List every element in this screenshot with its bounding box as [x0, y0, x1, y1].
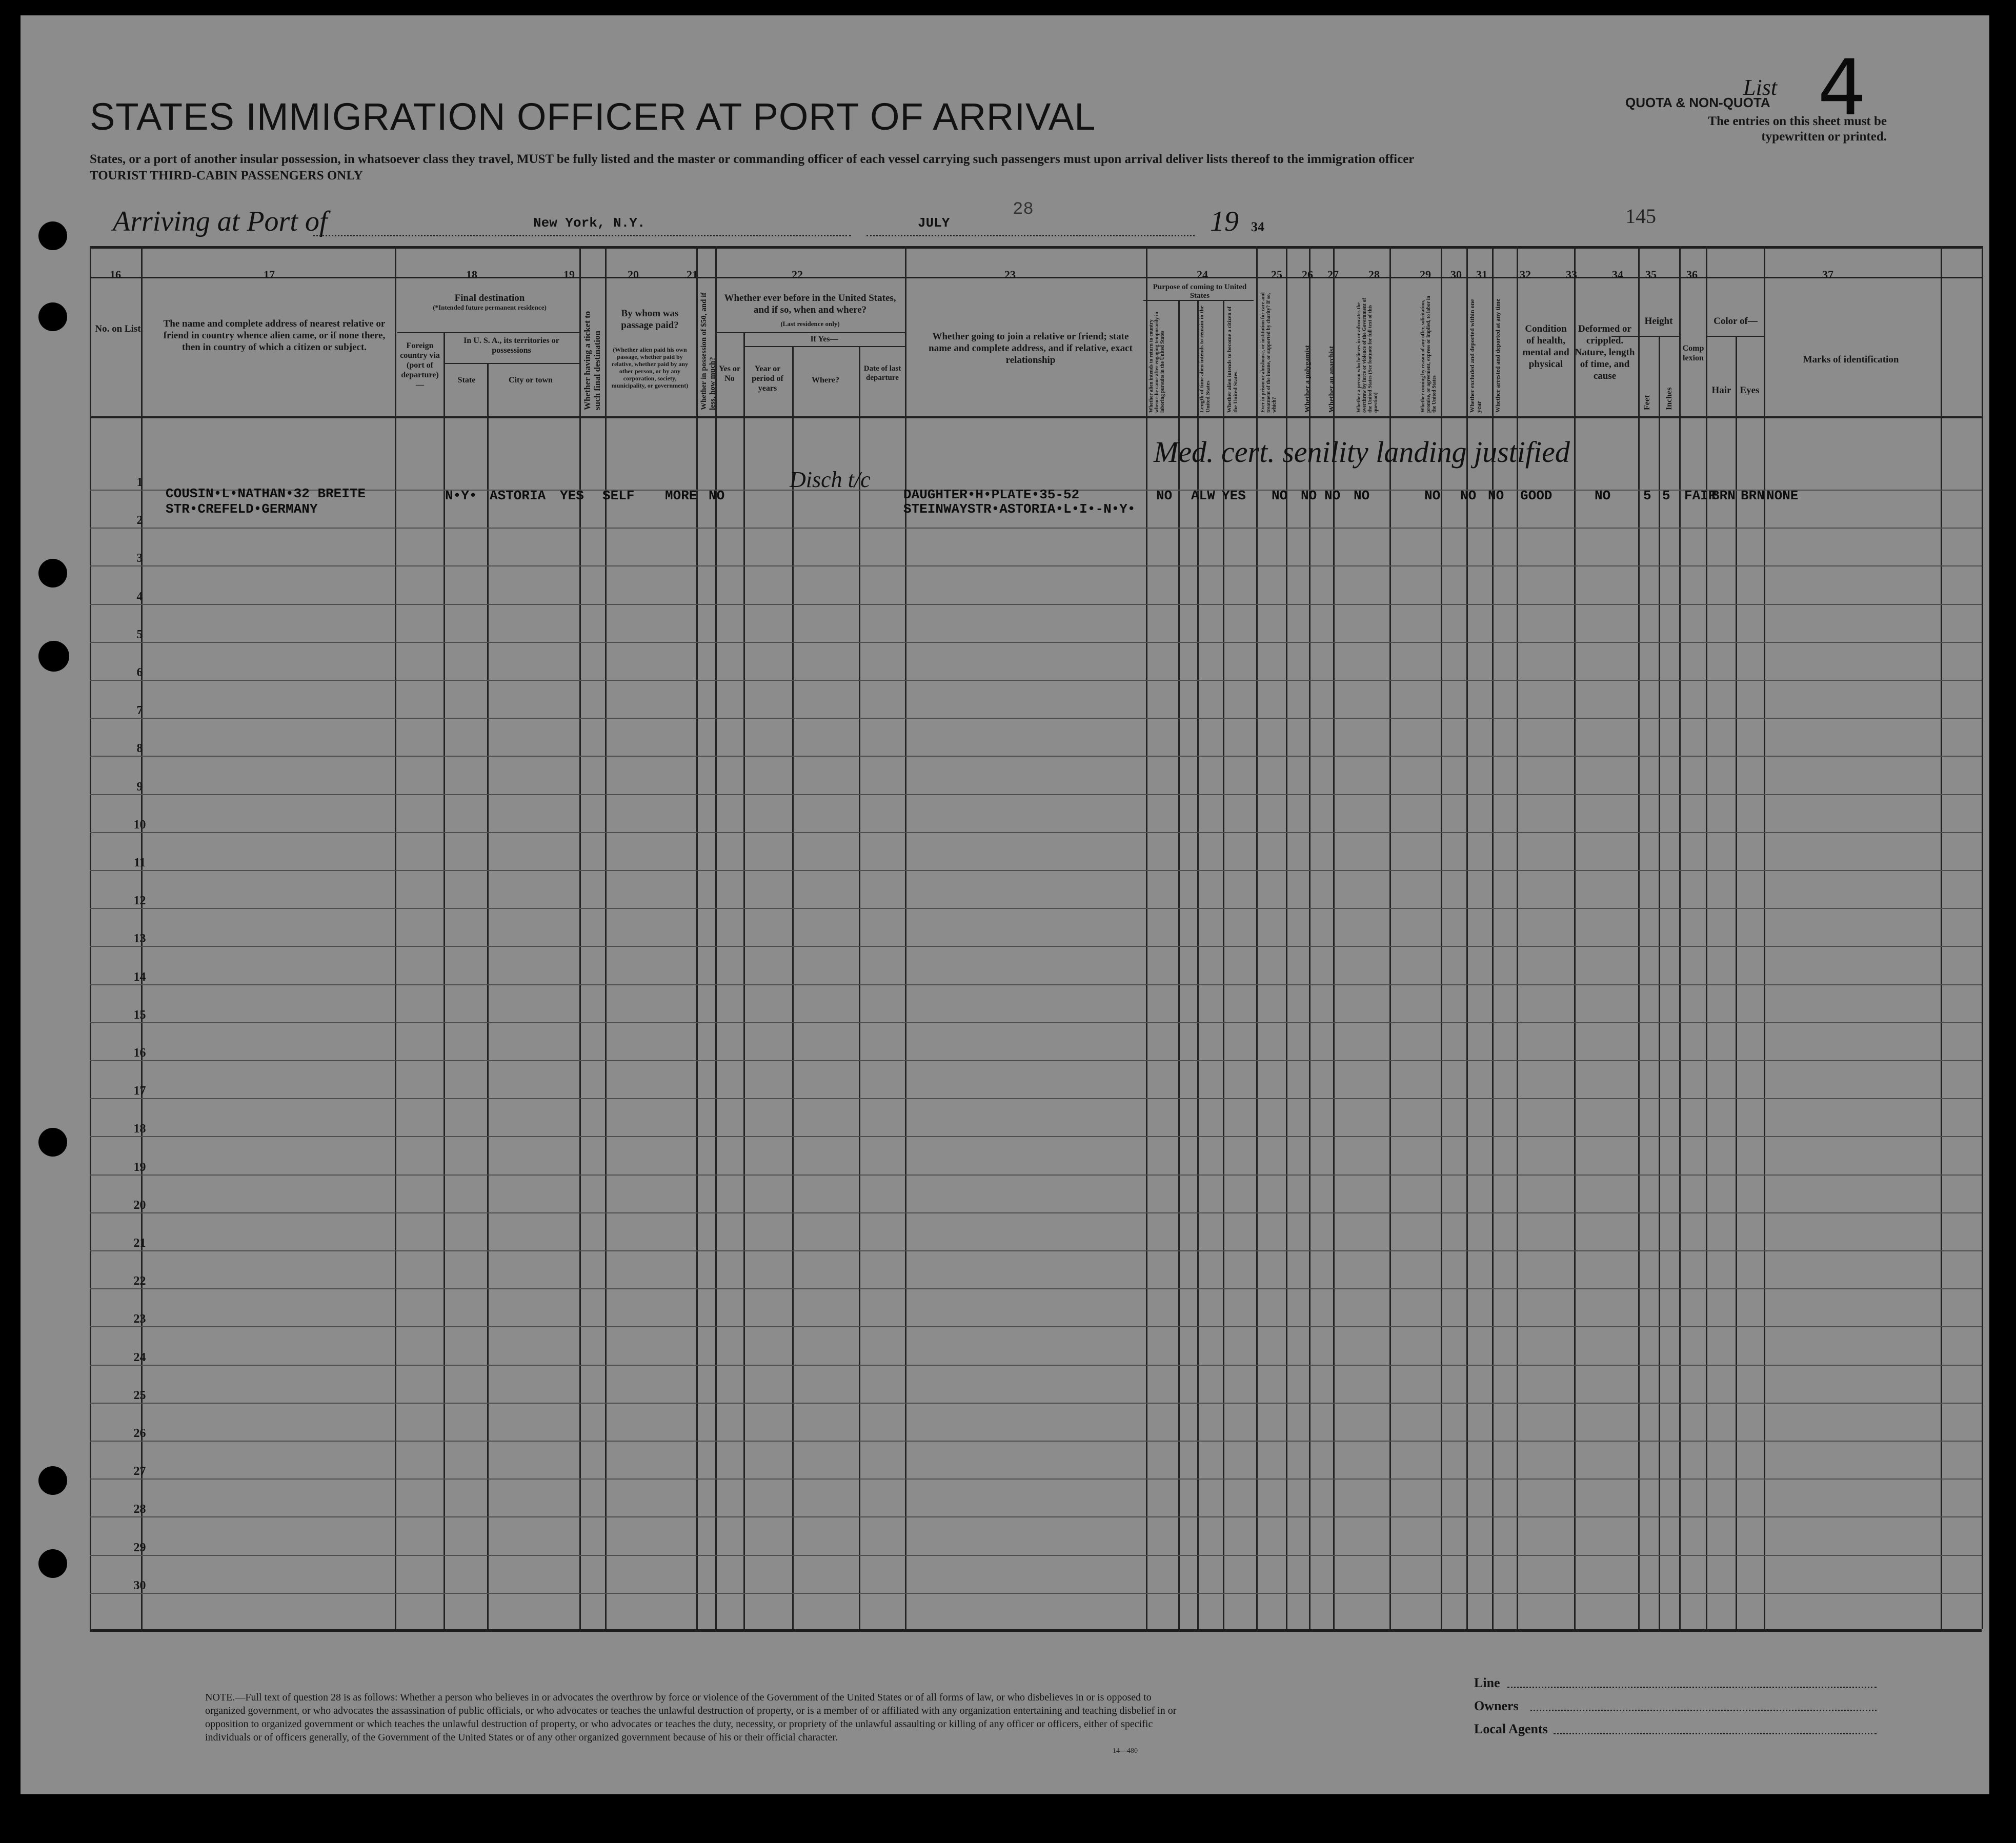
column-number: 33 [1566, 268, 1577, 281]
table-row [90, 1441, 1982, 1442]
row-number: 25 [133, 1388, 146, 1402]
date-line [866, 235, 1195, 236]
agents-field [1554, 1733, 1877, 1734]
hdr-c34: Height [1644, 316, 1673, 327]
handwritten-22: Disch t/c [790, 467, 871, 492]
row-number: 12 [133, 894, 146, 908]
header-bottom-border [90, 416, 1982, 418]
passage-paid-value: SELF [602, 488, 635, 503]
table-row [90, 1022, 1982, 1023]
row-number: 22 [133, 1274, 146, 1288]
year-suffix: 34 [1251, 219, 1264, 234]
hdr-c29: Whether coming by reason of any offer, solicitation, promise, or agreement, express or implied, to labor in the United States [1420, 295, 1437, 413]
year-prefix: 19 [1210, 206, 1239, 237]
table-row [90, 1098, 1982, 1099]
colnum-border [90, 277, 1982, 278]
hdr-c22-date: Date of last departure [863, 364, 901, 382]
table-row [90, 870, 1982, 871]
owners-field [1530, 1710, 1877, 1711]
hdr-c24-b: Length of time alien intends to remain in the United States [1199, 306, 1211, 413]
ticket-value: YES [560, 488, 584, 503]
instructions: States, or a port of another insular possession, in whatsoever class they travel, MUST be fully listed and the master or commanding officer of each vessel carrying such passengers must upon arrival deliver lists thereof to the immigration officer TOURIST THIRD-CABIN PASSENGERS ONLY [90, 152, 1415, 183]
row-number: 8 [136, 742, 143, 756]
binder-hole [38, 1466, 67, 1495]
row-number: 20 [133, 1198, 146, 1212]
row-number: 17 [133, 1084, 146, 1098]
column-divider [90, 246, 91, 1629]
row-number: 28 [133, 1503, 146, 1516]
row-number: 4 [136, 590, 143, 603]
footnote: NOTE.—Full text of question 28 is as follows: Whether a person who believes in or advocates the overthrow by force or violence of the Government of the United States or of all forms of law, or who disbelieves in or is opposed to organized government, or who advocates the assassination of public officials, or who advocates or teaches the unlawful destruction of property, or is a member of or affiliated with any organization entertaining and teaching disbelief in or opposition to organized government or which teaches the unlawful destruction of property, or who advocates or teaches the duty, necessity, or propriety of the unlawful assaulting or killing of any officer or officers, either of specific individuals or of officers generally, of the Government of the United States or of any other organized government because of his or their official character. [205, 1692, 1177, 1743]
table-row [90, 1250, 1982, 1251]
column-number: 16 [110, 268, 121, 281]
excluded-value: NO [1460, 488, 1477, 503]
row-number: 29 [133, 1541, 146, 1554]
hdr-c22: Whether ever before in the United States, and if so, when and where? [724, 293, 896, 315]
row-number: 26 [133, 1427, 146, 1440]
entries-note: The entries on this sheet must be typewritten or printed. [1708, 114, 1887, 144]
c36-sub-line [1706, 336, 1764, 337]
column-divider [1764, 246, 1765, 1629]
table-bottom-border [90, 1629, 1982, 1632]
overthrow-value: NO [1354, 488, 1370, 503]
arrested-value: NO [1488, 488, 1504, 503]
port-line [313, 235, 851, 236]
hdr-no-on-list: No. on List [95, 323, 141, 334]
table-row [90, 1174, 1982, 1176]
line-label: Line [1474, 1675, 1500, 1690]
page-number: 145 [1625, 205, 1656, 228]
row-number: 23 [133, 1312, 146, 1326]
row-number: 2 [136, 514, 143, 528]
column-number: 31 [1476, 268, 1487, 281]
hdr-c24: Purpose of coming to United States [1153, 283, 1247, 300]
hdr-c18: Final destination [454, 293, 525, 303]
row-number: 10 [133, 818, 146, 832]
column-divider [743, 332, 745, 1629]
column-divider [487, 363, 489, 1629]
hdr-c17: The name and complete address of nearest relative or friend in country whence alien came, or if none there, then in country of which a citizen or subject. [163, 318, 386, 353]
dest-state: N•Y• [445, 488, 477, 503]
table-row [90, 1212, 1982, 1213]
column-number: 20 [628, 268, 639, 281]
purpose-return-value: NO [1156, 488, 1173, 503]
hdr-c18-note: (*Intended future permanent residence) [433, 303, 547, 311]
column-number: 23 [1004, 268, 1016, 281]
column-divider [792, 346, 794, 1629]
day-value: 28 [1013, 200, 1034, 219]
c18-sub-line [397, 332, 579, 333]
column-divider [1706, 246, 1707, 1629]
manifest-sheet [21, 15, 1989, 1794]
row-number: 21 [133, 1237, 146, 1250]
polygamist-value: NO [1301, 488, 1317, 503]
table-row [90, 1516, 1982, 1517]
row-number: 24 [133, 1350, 146, 1364]
joining-line2: STEINWAYSTR•ASTORIA•L•I•-N•Y• [903, 501, 1136, 517]
table-row [90, 1555, 1982, 1556]
column-divider [715, 246, 717, 1629]
column-divider [1178, 300, 1180, 1629]
table-row [90, 528, 1982, 529]
c18-usa-line [443, 363, 579, 364]
citizen-value: YES [1222, 488, 1246, 503]
row-number: 9 [136, 780, 143, 794]
hdr-c22-yesno: Yes or No [718, 364, 741, 383]
column-divider [395, 246, 396, 1629]
binder-hole [38, 221, 67, 250]
quota-label: QUOTA & NON-QUOTA [1625, 95, 1770, 110]
hdr-c27: Whether an anarchist [1328, 346, 1336, 413]
binder-hole [38, 1128, 67, 1157]
hdr-c24-c: Whether alien intends to become a citizen of the United States [1226, 306, 1239, 413]
column-divider [605, 246, 607, 1629]
owners-label: Owners [1474, 1698, 1519, 1713]
table-row [90, 642, 1982, 643]
row-number: 11 [134, 856, 146, 869]
row-number: 27 [133, 1465, 146, 1479]
column-divider [905, 246, 906, 1629]
table-row [90, 1288, 1982, 1289]
hdr-c22-note: (Last residence only) [780, 320, 840, 328]
table-row [90, 946, 1982, 947]
table-row [90, 604, 1982, 605]
binder-hole [38, 641, 69, 672]
hdr-c34-inches: Inches [1665, 387, 1674, 410]
length-stay-value: ALW [1191, 488, 1215, 503]
binder-hole [38, 1549, 67, 1578]
hdr-c28: Whether a person who believes in or advocates the overthrow by force or violence of the Government of the United States (See footnote for full text of this question) [1356, 298, 1379, 413]
column-divider [579, 246, 581, 1629]
port-value: New York, N.Y. [533, 215, 646, 231]
column-number: 21 [687, 268, 698, 281]
column-number: 34 [1612, 268, 1623, 281]
table-row [90, 1403, 1982, 1404]
column-divider [1941, 246, 1942, 1629]
column-number: 18 [466, 268, 477, 281]
table-row [90, 1060, 1982, 1061]
list-label: List [1743, 75, 1778, 100]
column-divider [1982, 246, 1983, 1629]
hdr-c31: Whether arrested and deported at any time [1494, 298, 1501, 413]
hdr-c18-city: City or town [509, 376, 553, 384]
row-number: 3 [136, 552, 143, 565]
row-number: 30 [133, 1578, 146, 1592]
column-number: 37 [1822, 268, 1833, 281]
row-number: 18 [133, 1122, 146, 1136]
row-number: 15 [133, 1008, 146, 1022]
table-row [90, 718, 1982, 719]
column-number: 22 [792, 268, 803, 281]
row-number: 1 [136, 476, 143, 489]
hdr-c20: By whom was passage paid? [621, 308, 679, 331]
table-row [90, 680, 1982, 681]
hdr-c36-hair: Hair [1711, 385, 1731, 396]
column-number: 32 [1520, 268, 1531, 281]
complexion-value: FAIR [1684, 488, 1717, 503]
arriving-label: Arriving at Port of [113, 206, 328, 237]
column-divider [859, 346, 860, 1629]
table-row [90, 794, 1982, 795]
row-number: 19 [133, 1160, 146, 1174]
hdr-c22-year: Year or period of years [752, 364, 783, 393]
marks-value: NONE [1766, 488, 1799, 503]
offer-labor-value: NO [1424, 488, 1441, 503]
hair-value: BRN [1711, 488, 1736, 503]
hdr-c21: Whether in possession of $50, and if less, how much? [700, 292, 717, 410]
hdr-c37: Marks of identification [1803, 354, 1899, 365]
deformed-value: NO [1595, 488, 1611, 503]
column-number: 36 [1686, 268, 1698, 281]
hdr-c19: Whether having a ticket to such final destination [582, 311, 602, 410]
column-number: 35 [1645, 268, 1657, 281]
hdr-c34-feet: Feet [1643, 395, 1651, 410]
row-number: 7 [136, 704, 143, 718]
form-number: 14—480 [1113, 1747, 1138, 1755]
dest-city: ASTORIA [490, 488, 546, 503]
hdr-c22-where: Where? [812, 376, 839, 384]
hdr-c36-eyes: Eyes [1740, 385, 1760, 396]
hdr-c20-note: (Whether alien paid his own passage, whether paid by relative, whether paid by any other person, or by any corporation, society, municipality, or government) [611, 346, 689, 389]
page-title: STATES IMMIGRATION OFFICER AT PORT OF ARRIVAL [90, 95, 1096, 138]
table-row [90, 1365, 1982, 1366]
hdr-c24-a: Whether alien intends to return to country whence he came after engaging temporarily in laboring pursuits in the United States [1148, 312, 1165, 413]
line-field [1507, 1687, 1877, 1688]
column-number: 17 [264, 268, 275, 281]
hdr-c25: Ever in prison or almshouse, or institution for care and treatment of the insane, or supported by charity? If so, which? [1260, 292, 1277, 413]
row-number: 5 [136, 627, 143, 641]
hdr-c30: Whether excluded and deported within one year [1468, 299, 1482, 413]
handwritten-note: Med. cert. senility landing justified [1154, 435, 1570, 469]
hdr-c23: Whether going to join a relative or friend; state name and complete address, and if relative, exact relationship [929, 331, 1133, 366]
inches-value: 5 [1662, 488, 1670, 503]
relative-address-line2: STR•CREFELD•GERMANY [166, 501, 318, 517]
binder-hole [38, 559, 67, 588]
hdr-c32: Condition of health, mental and physical [1522, 323, 1569, 370]
table-row [90, 984, 1982, 985]
agents-label: Local Agents [1474, 1722, 1548, 1736]
feet-value: 5 [1643, 488, 1651, 503]
column-divider [1574, 246, 1576, 1629]
table-row [90, 756, 1982, 757]
table-row [90, 1479, 1982, 1480]
hdr-c36: Color of— [1713, 316, 1758, 327]
table-row [90, 1136, 1982, 1137]
row-number: 16 [133, 1046, 146, 1060]
column-number: 27 [1327, 268, 1339, 281]
row-number: 14 [133, 970, 146, 984]
ever-before-value: NO [709, 488, 725, 503]
table-top-border [90, 246, 1982, 249]
list-number: 4 [1818, 44, 1867, 133]
column-number: 29 [1420, 268, 1431, 281]
column-divider [1146, 246, 1147, 1629]
column-divider [443, 332, 445, 1629]
joining-line1: DAUGHTER•H•PLATE•35-52 [903, 487, 1080, 502]
hdr-c33: Deformed or crippled. Nature, length of time, and cause [1575, 323, 1635, 381]
column-number: 30 [1450, 268, 1462, 281]
table-row [90, 908, 1982, 909]
column-divider [1659, 336, 1660, 1629]
eyes-value: BRN [1741, 488, 1765, 503]
column-number: 19 [563, 268, 575, 281]
column-number: 25 [1271, 268, 1282, 281]
table-row [90, 1326, 1982, 1327]
relative-address-line1: COUSIN•L•NATHAN•32 BREITE [166, 486, 366, 501]
anarchist-value: NO [1324, 488, 1341, 503]
month-value: JULY [918, 215, 950, 231]
column-divider [696, 246, 698, 1629]
hdr-c22-ifyes: If Yes— [810, 335, 838, 343]
health-value: GOOD [1520, 488, 1553, 503]
c22-ifyes-line [743, 346, 905, 347]
hdr-c35: Complexion [1682, 344, 1704, 362]
column-divider [1638, 246, 1640, 1629]
hdr-c26: Whether a polygamist [1304, 345, 1312, 413]
hdr-c18-foreign: Foreign country via (port of departure)— [400, 341, 440, 389]
column-divider [1736, 336, 1737, 1629]
money-value: MORE [665, 488, 697, 503]
hdr-c18-usa: In U. S. A., its territories or possessions [463, 336, 559, 355]
column-number: 26 [1302, 268, 1313, 281]
prison-value: NO [1272, 488, 1288, 503]
column-divider [1679, 246, 1681, 1629]
hdr-c18-state: State [457, 376, 476, 384]
column-number: 24 [1197, 268, 1208, 281]
row-number: 13 [133, 932, 146, 946]
table-row [90, 1593, 1982, 1594]
row-number: 6 [136, 666, 143, 679]
table-row [90, 565, 1982, 566]
binder-hole [38, 302, 67, 331]
column-number: 28 [1368, 268, 1380, 281]
table-row [90, 832, 1982, 833]
